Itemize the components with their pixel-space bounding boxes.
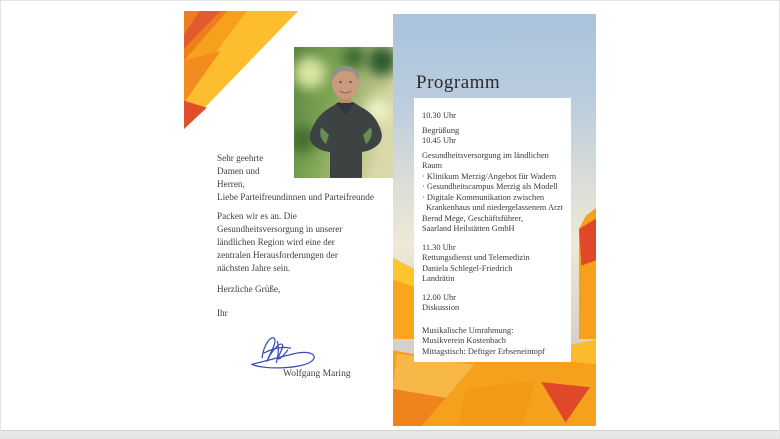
program-line: Musikalische Umrahmung: <box>422 325 514 335</box>
letter-body-line: nächsten Jahre sein. <box>217 263 291 273</box>
letter-text-block <box>217 152 374 320</box>
greeting-line: Herren, <box>217 179 245 189</box>
program-line: · Digitale Kommunikation zwischen <box>422 192 545 202</box>
program-line: Krankenhaus und niedergelassenem Arzt <box>426 203 563 212</box>
program-panel <box>393 14 596 426</box>
program-title: Programm <box>416 72 501 93</box>
greeting-line: Damen und <box>217 166 260 176</box>
letter-body-line: Gesundheitsversorgung in unserer <box>217 224 343 234</box>
program-line: Gesundheitsversorgung im ländlichen <box>422 150 549 160</box>
right-edge-decoration <box>579 208 596 339</box>
signature-image <box>233 332 333 370</box>
program-line: 10.30 Uhr <box>422 111 456 120</box>
program-line: Saarland Heilstätten GmbH <box>422 224 515 233</box>
letter-closing: Herzliche Grüße, <box>217 284 281 294</box>
program-line: Mittagstisch: Deftiger Erbseneintopf <box>422 346 545 356</box>
program-line: Diskussion <box>422 303 460 312</box>
program-line: Daniela Schlegel-Friedrich <box>422 263 513 273</box>
signature-name: Wolfgang Maring <box>283 369 351 379</box>
program-line: Rettungsdienst und Telemedizin <box>422 253 530 262</box>
program-line: Musikverein Kostenbach <box>422 336 506 345</box>
page-bottom-edge <box>1 430 779 438</box>
greeting-line: Sehr geehrte <box>217 153 264 163</box>
letter-body-line: zentralen Herausforderungen der <box>217 250 338 260</box>
corner-triangle-decoration <box>184 11 298 129</box>
program-line: 11.30 Uhr <box>422 242 456 252</box>
greeting-line: Liebe Parteifreundinnen und Parteifreunde <box>217 192 374 202</box>
program-line: 12.00 Uhr <box>422 292 456 302</box>
program-line: · Gesundheitscampus Merzig als Modell <box>422 182 558 191</box>
program-line: Begrüßung <box>422 125 460 135</box>
program-line: Landrätin <box>422 274 455 283</box>
program-card <box>414 98 571 362</box>
letter-body-line: ländlichen Region wird eine der <box>217 237 335 247</box>
program-line: Raum <box>422 161 443 170</box>
program-line: 10.45 Uhr <box>422 136 456 145</box>
letter-body-line: Packen wir es an. Die <box>217 211 297 221</box>
program-line: · Klinikum Merzig/Angebot für Wadern <box>422 171 557 181</box>
left-edge-decoration <box>393 249 414 339</box>
letter-pre-signature: Ihr <box>217 308 228 318</box>
program-line: Bernd Mege, Geschäftsführer, <box>422 213 524 223</box>
